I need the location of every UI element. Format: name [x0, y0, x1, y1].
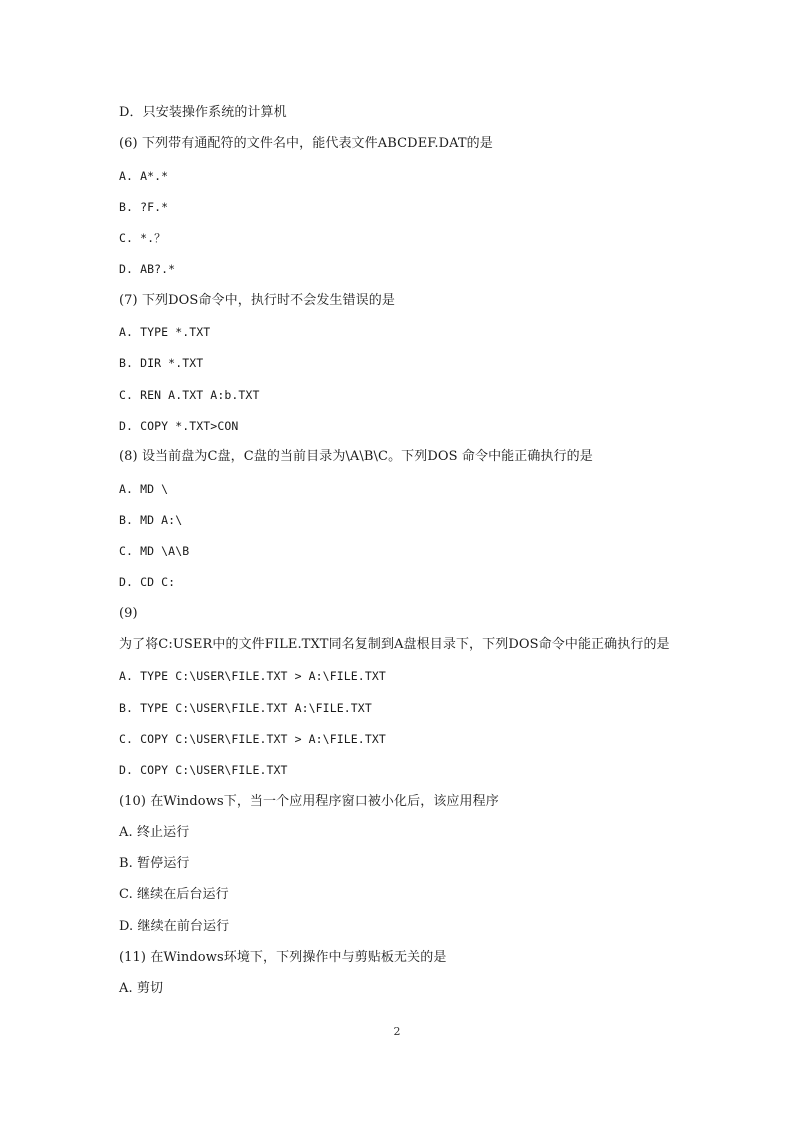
page-number: 2	[393, 1025, 401, 1038]
option-line: B. MD A:\	[119, 512, 183, 527]
option-line: B. ?F.*	[119, 199, 169, 214]
option-line: D. CD C:	[119, 575, 176, 590]
option-line: D. 继续在前台运行	[119, 918, 230, 934]
option-line: D. AB?.*	[119, 262, 176, 277]
exam-question-list	[119, 103, 699, 1011]
option-line: C. *.？	[119, 231, 166, 246]
option-line: A. 终止运行	[119, 824, 190, 840]
option-line: B. TYPE C:\USER\FILE.TXT A:\FILE.TXT	[119, 700, 372, 715]
option-line: C. 继续在后台运行	[119, 887, 229, 903]
question-11: (11) 在Windows环境下，下列操作中与剪贴板无关的是	[119, 950, 447, 966]
question-9: 为了将C:USER中的文件FILE.TXT同名复制到A盘根目录下，下列DOS命令中能正确执行的是	[119, 637, 670, 653]
question-7: (7) 下列DOS命令中，执行时不会发生错误的是	[119, 292, 395, 308]
question-10: (10) 在Windows下，当一个应用程序窗口被小化后，该应用程序	[119, 793, 499, 809]
option-line: C. MD \A\B	[119, 544, 190, 559]
option-line: A. TYPE C:\USER\FILE.TXT > A:\FILE.TXT	[119, 669, 386, 684]
option-line: B. DIR *.TXT	[119, 356, 204, 371]
question-9-number: (9)	[119, 605, 138, 621]
option-line: D. COPY C:\USER\FILE.TXT	[119, 763, 288, 778]
option-line: C. COPY C:\USER\FILE.TXT > A:\FILE.TXT	[119, 731, 386, 746]
question-6: (6) 下列带有通配符的文件名中，能代表文件ABCDEF.DAT的是	[119, 136, 493, 152]
option-line: D. COPY *.TXT>CON	[119, 418, 239, 433]
option-line: A. TYPE *.TXT	[119, 325, 211, 340]
question-8: (8) 设当前盘为C盘，C盘的当前目录为\A\B\C。下列DOS 命令中能正确执行的是	[119, 449, 593, 465]
option-line: C. REN A.TXT A:b.TXT	[119, 387, 260, 402]
option-line: D．只安装操作系统的计算机	[119, 105, 287, 120]
option-line: B. 暂停运行	[119, 856, 190, 872]
option-line: A. 剪切	[119, 981, 164, 997]
option-line: A. A*.*	[119, 168, 169, 183]
option-line: A. MD \	[119, 481, 169, 496]
